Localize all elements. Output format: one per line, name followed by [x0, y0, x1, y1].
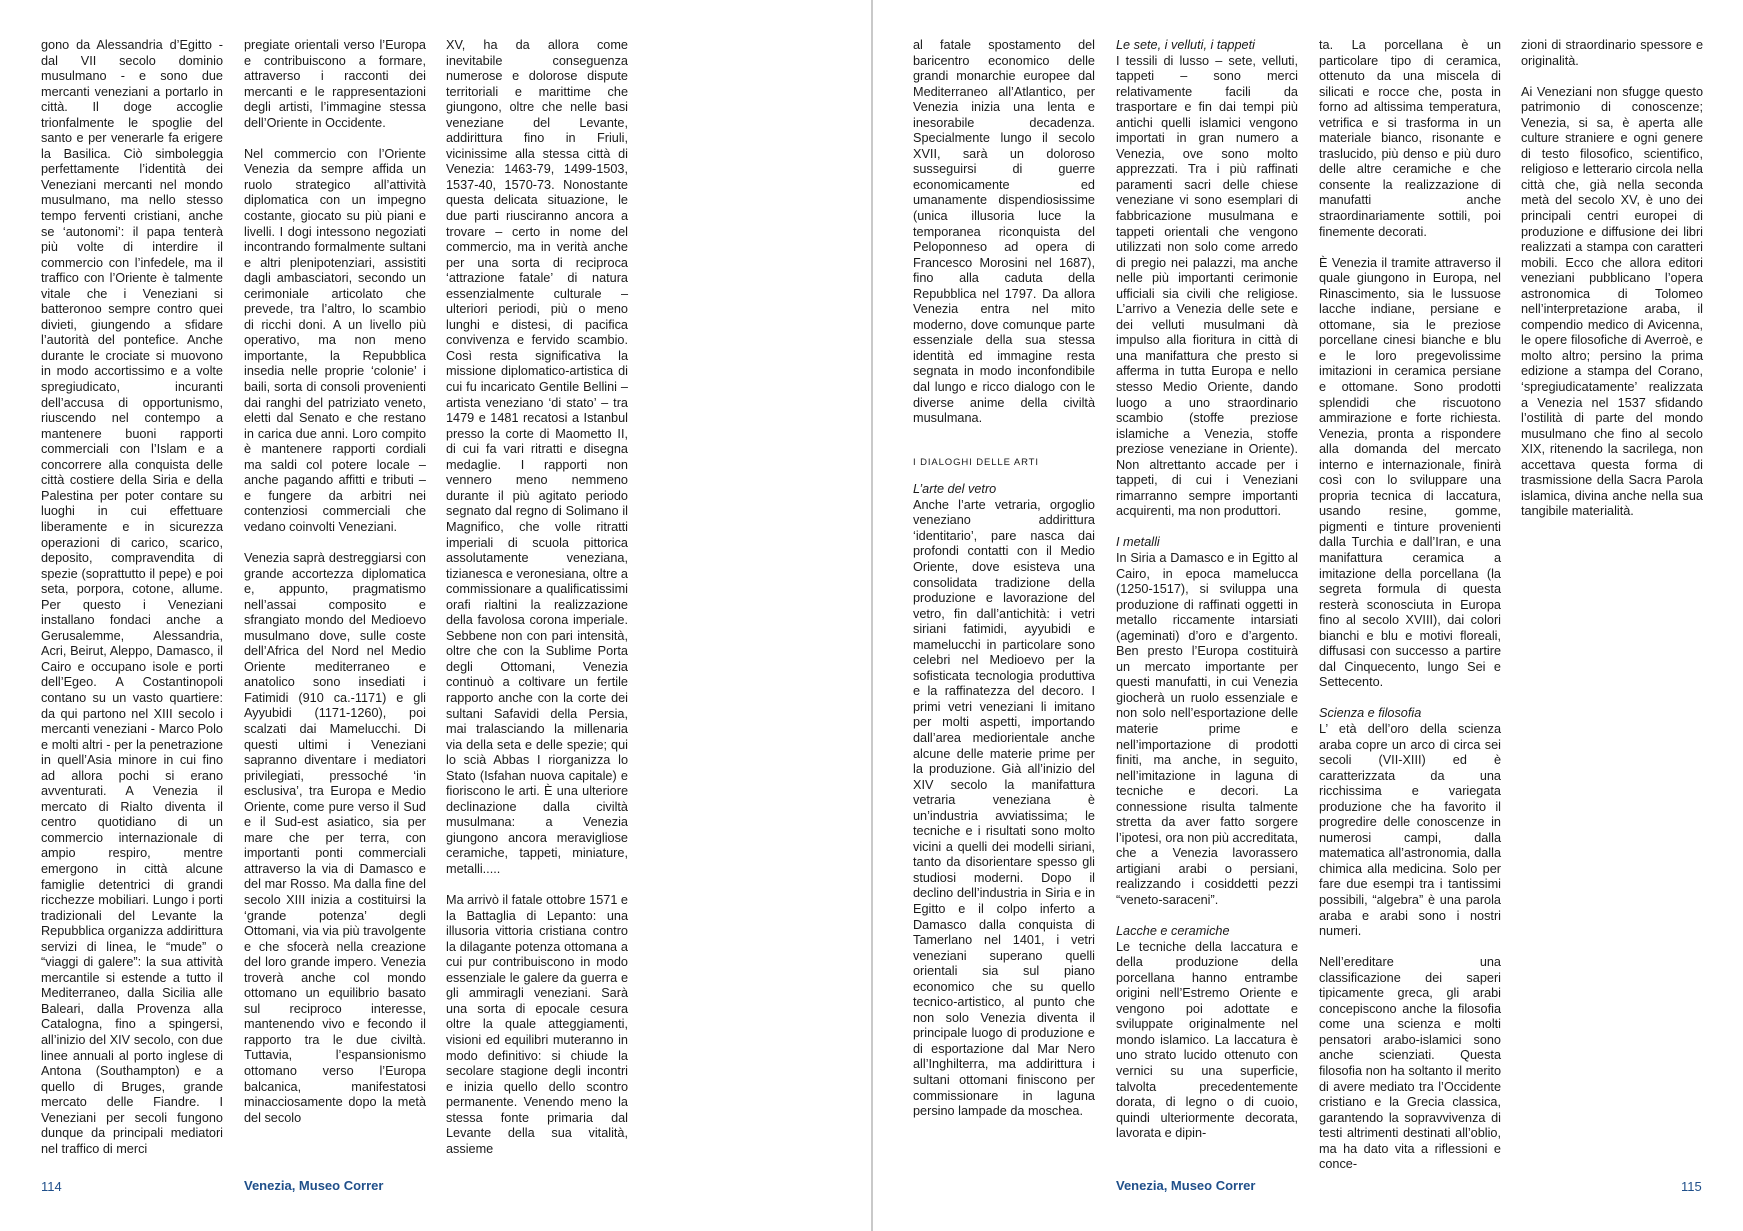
paragraph: Ai Veneziani non sfugge questo patrimonio di conoscenze; Venezia, si sa, è aperta alle culture straniere e ogni genere di testo filosofico, scientifico, religioso e letterario circola nella città che, già nella seconda metà del secolo XV, è uno dei principali centri europei di produzione e diffusione dei libri realizzati a stampa con caratteri mobili. Ecco che allora editori veneziani pubblicano l’opera astronomica di Tolomeo nell’interpretazione araba, il compendio medico di Avicenna, le opere filosofiche di Averroè, e molto altro; persino la prima edizione a stampa del Corano, ‘spregiudicatamente’ realizzata a Venezia nel 1537 sfidando l’ostilità di parte del mondo musulmano che fino al secolo XIX, ritenendo la sacrilega, non accettava questa forma di trasmissione della Sacra Parola islamica, divina anche nella sua tangibile materialità. [1521, 84, 1703, 519]
section-heading: I DIALOGHI DELLE ARTI [913, 456, 1039, 468]
running-title-left: Venezia, Museo Correr [244, 1178, 384, 1193]
left-column-3 [446, 38, 628, 1157]
page-number-left: 114 [41, 1179, 62, 1194]
subsection-title: Scienza e filosofia [1319, 706, 1422, 721]
subsection-title: I metalli [1116, 535, 1160, 550]
page-number-right: 115 [1681, 1179, 1702, 1194]
subsection-title: Le sete, i velluti, i tappeti [1116, 38, 1255, 52]
paragraph: Ma arrivò il fatale ottobre 1571 e la Battaglia di Lepanto: una illusoria vittoria cristiana contro la dilagante potenza ottomana a cui pur contribuiscono in modo essenziale le galere da guerra e gli ammiragli veneziani. Sarà una sorta di epocale cesura oltre la quale atteggiamenti, visioni ed equilibri muteranno in modo definitivo: si chiude la secolare stagione degli incontri e inizia quello dello scontro permanente. Venendo meno la stessa fonte primaria dal Levante della sua vitalità, assieme [446, 893, 628, 1156]
paragraph: gono da Alessandria d’Egitto - dal VII secolo dominio musulmano - e sono due mercanti veneziani a portarlo in città. Il doge accoglie trionfalmente le spoglie del santo e per venerarle fa erigere la Basilica. Ciò simboleggia perfettamente l’identità dei Veneziani mercanti nel mondo musulmano, ma nello stesso tempo ferventi cristiani, anche se ‘autonomi’: il papa tenterà più volte di interdire il commercio con l’infedele, ma il traffico con l’Oriente è talmente vitale che i Veneziani si batteronoo sempre contro quei divieti, giungendo a sfidare l’autorità del pontefice. Anche durante le crociate si muovono in modo accortissimo e a volte spregiudicato, incuranti dell’accusa di opportunismo, riuscendo nel contempo a mantenere buoni rapporti commerciali con l’Islam e a concorrere alla conquista delle città costiere della Siria e della Palestina per poter contare su luoghi in cui effettuare liberamente e in sicurezza operazioni di carico, scarico, deposito, compravendita di spezie (soprattutto il pepe) e poi seta, porpora, cotone, allume. Per questo i Veneziani installano fondaci anche a Gerusalemme, Alessandria, Acri, Beirut, Aleppo, Damasco, il Cairo e occupano isole e porti dell’Egeo. A Costantinopoli contano su un vasto quartiere: da qui partono nel XIII secolo i mercanti veneziani - Marco Polo e molti altri - per la penetrazione in quell’Asia minore in cui fino ad allora pochi si erano avventurati. A Venezia il mercato di Rialto diventa il centro quotidiano di un commercio internazionale di ampio respiro, mentre emergono in città alcune famiglie detentrici di grandi ricchezze mobiliari. Lungo i porti tradizionali del Levante la Repubblica organizza addirittura servizi di linea, le “mude” o “viaggi di galere”: la sua attività mercantile si estende a tutto il Mediterraneo, dalla Sicilia alle Baleari, dalla Provenza alla Catalogna, fino a spingersi, all’inizio del XIV secolo, con due linee annuali al porto inglese di Antona (Southampton) e a quello di Bruges, grande mercato delle Fiandre. I Veneziani per secoli fungono dunque da principali mediatori nel traffico di merci [41, 38, 223, 1156]
paragraph: È Venezia il tramite attraverso il quale giungono in Europa, nel Rinascimento, sia le lussuose lacche indiane, persiane e ottomane, sia le preziose porcellane cinesi bianche e blu e le loro pregevolissime imitazioni in ceramica persiane e ottomane. Sono prodotti splendidi che riscuotono ammirazione e forte richiesta. Venezia, pronta a rispondere alla domanda del mercato interno e internazionale, finirà così con lo sviluppare una propria tecnica di laccatura, usando resine, gomme, pigmenti e tinture provenienti dalla Turchia e dall’Iran, e una manifattura ceramica a imitazione della porcellana (la segreta formula di questa resterà sconosciuta in Europa fino al secolo XVIII), dai colori bianchi e blu e motivi floreali, diffusasi con successo a partire dal Cinquecento, lungo Sei e Settecento. [1319, 255, 1501, 690]
left-page [0, 0, 871, 1231]
paragraph: Anche l’arte vetraria, orgoglio veneziano addirittura ‘identitario’, pare nasca dai profondi contatti con il Medio Oriente, dove esisteva una consolidata tradizione della produzione e lavorazione del vetro, fin dall’antichità: i vetri siriani fatimidi, ayyubidi e mamelucchi in particolare sono celebri nel Medioevo per la sofisticata tecnologia produttiva e la raffinatezza del decoro. I primi vetri veneziani li imitano per molti aspetti, importando dall’area mediorientale anche alcune delle materie prime per la produzione. Già all’inizio del XIV secolo la manifattura vetraria veneziana è un’industria avviatissima; le tecniche e i risultati sono molto vicini a quelli dei modelli siriani, tanto da disorientare spesso gli studiosi moderni. Dopo il declino dell’industria in Siria e in Egitto e il colpo inferto a Damasco dalla conquista di Tamerlano nel 1401, i vetri veneziani superano quelli orientali sia sul piano economico che su quello tecnico-artistico, al punto che non solo Venezia diventa il principale luogo di produzione e di esportazione dal Mar Nero all’Inghilterra, ma addirittura i sultani ottomani finiscono per commissionare in laguna persino lampade da moschea. [913, 497, 1095, 1119]
paragraph: I tessili di lusso – sete, velluti, tappeti – sono merci relativamente facili da trasportare e fin dai tempi più antichi quelli islamici vengono importati in gran numero a Venezia, ove sono molto apprezzati. Tra i più raffinati paramenti sacri delle chiese veneziane vi sono esemplari di fabbricazione musulmana e tappeti orientali che vengono utilizzati non solo come arredo di pregio nei palazzi, ma anche nelle più importanti cerimonie ufficiali sia civili che religiose. L’arrivo a Venezia delle sete e dei velluti musulmani dà impulso alla fioritura in città di una manifattura che presto si afferma in tutta Europa e nello stesso Medio Oriente, dando luogo a uno straordinario scambio (stoffe preziose islamiche a Venezia, stoffe preziose veneziane in Oriente). Non altrettanto accade per i tappeti, di cui i Veneziani rimarranno sempre importanti acquirenti, ma non produttori. [1116, 53, 1298, 519]
paragraph: al fatale spostamento del baricentro economico delle grandi monarchie europee dal Mediterraneo all’Atlantico, per Venezia inizia una lenta e inesorabile decadenza. Specialmente lungo il secolo XVII, sarà un doloroso susseguirsi di guerre economicamente ed umanamente dispendiosissime (unica illusoria luce la temporanea riconquista del Peloponneso ad opera di Francesco Morosini nel 1687), fino alla caduta della Repubblica nel 1797. Da allora Venezia entra nel mito moderno, dove comunque parte essenziale della sua stessa identità ed immagine resta segnata in modo inconfondibile dal lungo e ricco dialogo con le diverse anime della civiltà musulmana. [913, 38, 1095, 426]
paragraph: In Siria a Damasco e in Egitto al Cairo, in epoca mamelucca (1250-1517), si sviluppa una produzione di raffinati oggetti in metallo riccamente intarsiati (ageminati) d’oro e d’argento. Ben presto l’Europa costituirà un mercato importante per questi manufatti, in cui Venezia giocherà un ruolo essenziale e non solo nell’esportazione delle materie prime e nell’importazione di prodotti finiti, ma anche, in seguito, nell’imitazione in laguna di tecniche e decori. La connessione risulta talmente stretta da aver fatto sorgere l’ipotesi, ora non più accreditata, che a Venezia lavorassero artigiani arabi o persiani, realizzando i cosiddetti pezzi “veneto-saraceni”. [1116, 551, 1298, 908]
paragraph: zioni di straordinario spessore e originalità. [1521, 38, 1703, 68]
right-column-4 [1521, 38, 1703, 520]
subsection-title: Lacche e ceramiche [1116, 924, 1230, 939]
left-column-2 [244, 38, 426, 1126]
paragraph: pregiate orientali verso l’Europa e contribuiscono a formare, attraverso i racconti dei mercanti e le rappresentazioni degli artisti, l’immagine stessa dell’Oriente in Occidente. [244, 38, 426, 130]
right-column-3 [1319, 38, 1501, 1173]
paragraph: ta. La porcellana è un particolare tipo di ceramica, ottenuto da una miscela di silicati e rocce che, posta in forno ad altissima temperatura, vetrifica e si trasforma in un materiale bianco, risonante e traslucido, più denso e più duro delle altre ceramiche e che consente la realizzazione di manufatti anche straordinariamente sottili, poi finemente decorati. [1319, 38, 1501, 239]
paragraph: Le tecniche della laccatura e della produzione della porcellana hanno entrambe origini nell’Estremo Oriente e vengono poi adottate e sviluppate originalmente nel mondo islamico. La laccatura è uno strato lucido ottenuto con vernici su una superficie, talvolta precedentemente dorata, di legno o di cuoio, quindi ulteriormente decorata, lavorata e dipin- [1116, 939, 1298, 1141]
paragraph: XV, ha da allora come inevitabile conseguenza numerose e dolorose dispute territoriali e marittime che giungono, oltre che nelle basi veneziane del Levante, addirittura fino in Friuli, vicinissime alla stessa città di Venezia: 1463-79, 1499-1503, 1537-40, 1570-73. Nonostante questa delicata situazione, le due parti riusciranno ancora a trovare – certo in nome del commercio, ma in verità anche per una sorta di reciproca ‘attrazione fatale’ di natura essenzialmente culturale – ulteriori periodi, più o meno lunghi e distesi, di pacifica convivenza e fervido scambio. Così resta significativa la missione diplomatico-artistica di cui fu incaricato Gentile Bellini – artista veneziano ‘di stato’ – tra 1479 e 1481 recatosi a Istanbul presso la corte di Maometto II, di cui fa vari ritratti e disegna medaglie. I rapporti non vennero meno nemmeno durante il più agitato periodo segnato dal regno di Solimano il Magnifico, che volle ritratti imperiali di scuola pittorica assolutamente veneziana, tizianesca e veronesiana, oltre a commissionare a qualificatissimi orafi rialtini la realizzazione della favolosa corona imperiale. Sebbene non con pari intensità, oltre che con la Sublime Porta degli Ottomani, Venezia continuò a coltivare un fertile rapporto anche con la corte dei sultani Safavidi della Persia, mai tralasciando la millenaria via della seta e delle spezie; qui lo scià Abbas I riorganizza lo Stato (Isfahan nuova capitale) e fioriscono le arti. È una ulteriore declinazione dalla civiltà musulmana: a Venezia giungono ancora meravigliose ceramiche, tappeti, miniature, metalli..... [446, 38, 628, 876]
subsection-title: L’arte del vetro [913, 482, 997, 497]
paragraph: L’ età dell’oro della scienza araba copre un arco di circa sei secoli (VII-XIII) ed è caratterizzata da una ricchissima e variegata produzione che ha favorito il progredire delle conoscenze in numerosi campi, dalla matematica all’astronomia, dalla chimica alla medicina. Solo per fare due esempi tra i tantissimi possibili, “algebra” è una parola araba e arabi sono i nostri numeri. [1319, 721, 1501, 939]
right-column-2 [1116, 38, 1298, 1142]
left-column-1 [41, 38, 223, 1157]
right-page [873, 0, 1743, 1231]
right-column-1 [913, 38, 1095, 1120]
running-title-right: Venezia, Museo Correr [1116, 1178, 1256, 1193]
paragraph: Nel commercio con l’Oriente Venezia da sempre affida un ruolo strategico all’attività diplomatica con un impegno costante, giocato su più piani e livelli. I dogi intessono negoziati incontrando formalmente sultani e altri plenipotenziari, assistiti dagli ambasciatori, secondo un cerimoniale articolato che prevede, tra l’altro, lo scambio di ricchi doni. A un livello più operativo, ma non meno importante, la Repubblica insedia nelle proprie ‘colonie’ i baili, sorta di consoli provenienti dai ranghi del patriziato veneto, eletti dal Senato e che restano in carica due anni. Loro compito è mantenere rapporti cordiali ma saldi col potere locale – anche pagando affitti e tributi – e fungere da arbitri nei contenziosi commerciali che vedano coinvolti Veneziani. [244, 146, 426, 534]
paragraph: Venezia saprà destreggiarsi con grande accortezza diplomatica e, appunto, pragmatismo nell’assai composito e sfrangiato mondo del Medioevo musulmano dove, sulle coste dell’Africa del Nord nel Medio Oriente mediterraneo e anatolico sono insediati i Fatimidi (910 ca.-1171) e gli Ayyubidi (1171-1260), poi scalzati dai Mamelucchi. Di questi ultimi i Veneziani sapranno diventare i mediatori privilegiati, pressoché ‘in esclusiva’, tra Europa e Medio Oriente, come pure verso il Sud e il Sud-est asiatico, sia per mare che per terra, con importanti ponti commerciali attraverso la via di Damasco e del mar Rosso. Ma dalla fine del secolo XIII inizia a costituirsi la ‘grande potenza’ degli Ottomani, via via più travolgente e che sfocerà nella creazione del loro grande impero. Venezia troverà anche col mondo ottomano un equilibrio basato sul reciproco interesse, mantenendo vivo e fecondo il rapporto tra le due civiltà. Tuttavia, l’espansionismo ottomano verso l’Europa balcanica, manifestatosi minacciosamente dopo la metà del secolo [244, 550, 426, 1125]
paragraph: Nell’ereditare una classificazione dei saperi tipicamente greca, gli arabi concepiscono anche la filosofia come una scienza e molti pensatori arabo-islamici sono anche scienziati. Questa filosofia non ha soltanto il merito di avere mediato tra l’Occidente cristiano e la Grecia classica, garantendo la sopravvivenza di testi altrimenti destinati all’oblio, ma ha dato vita a riflessioni e conce- [1319, 955, 1501, 1172]
